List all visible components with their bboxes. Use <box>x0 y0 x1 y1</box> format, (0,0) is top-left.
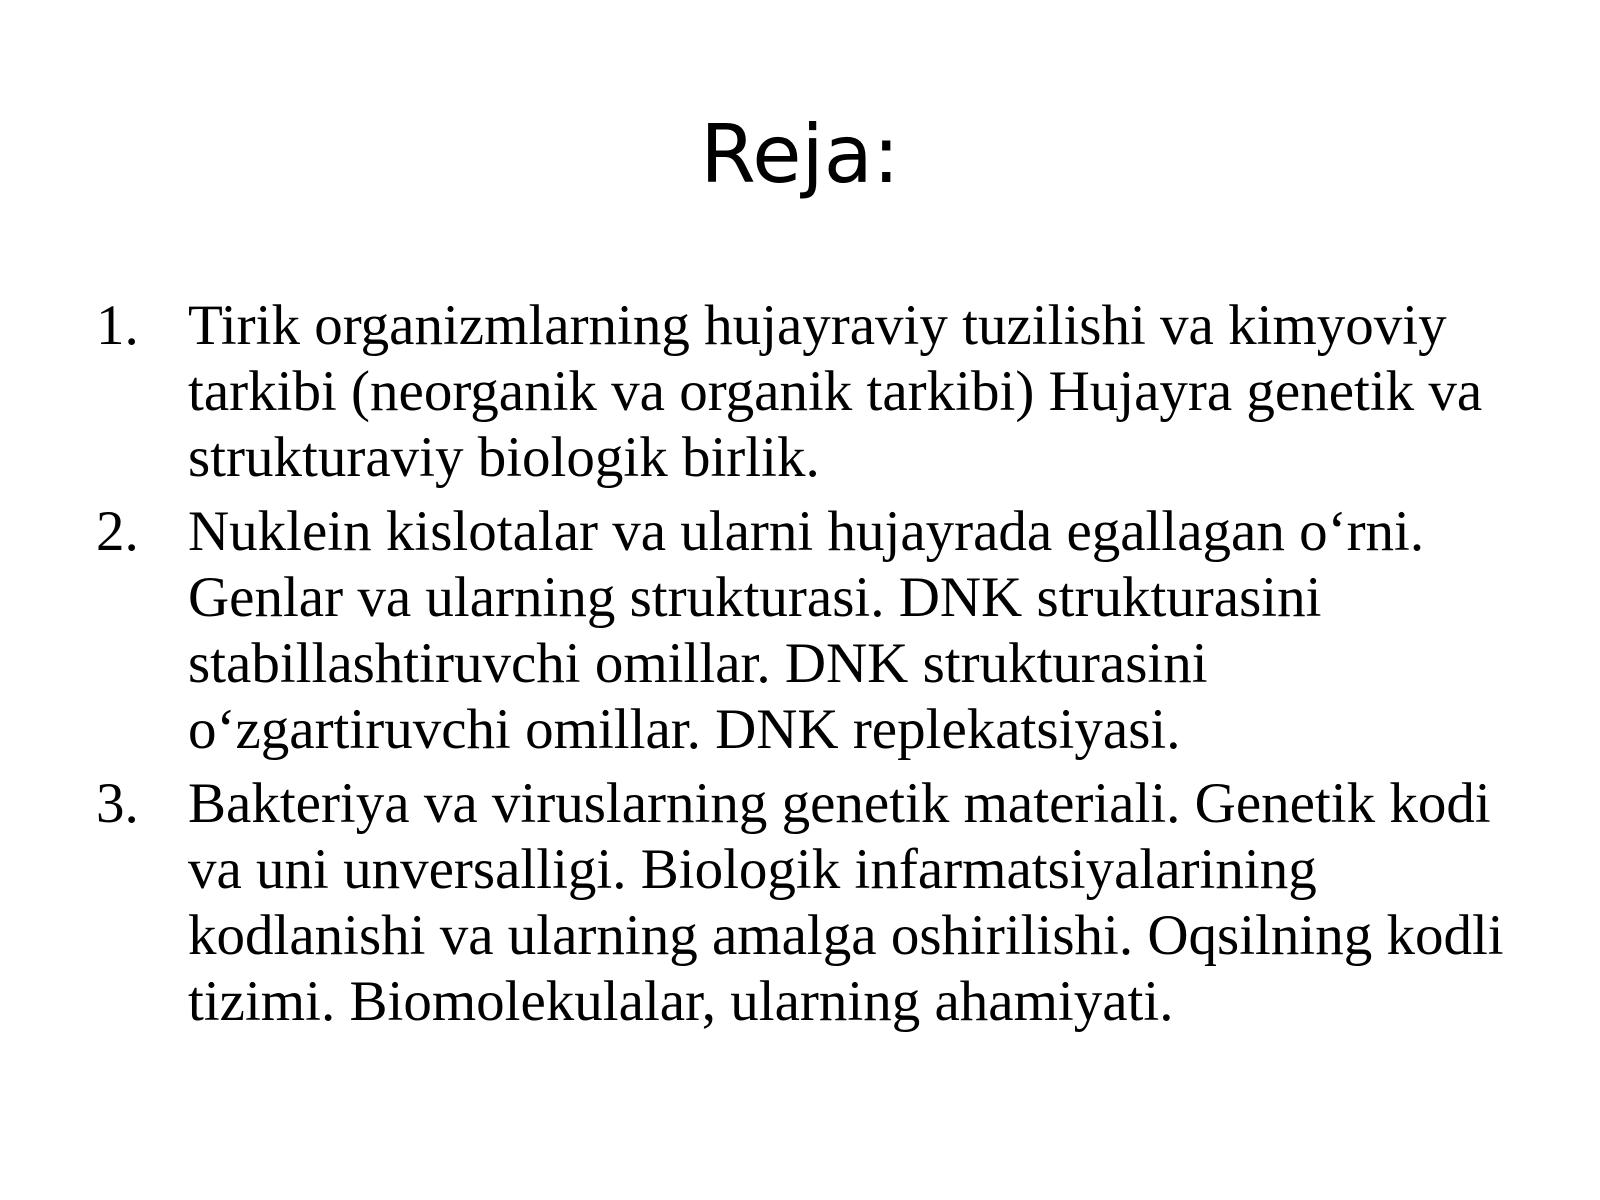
item-number: 3. <box>96 772 139 835</box>
slide-title: Reja: <box>700 108 900 201</box>
item-text: Tirik organizmlarning hujayraviy tuzilishi va kimyoviy tarkibi (neorganik va organik tarkibi) Hujayra genetik va strukturaviy biologik birlik. <box>188 294 1483 489</box>
item-text: Nuklein kislotalar va ularni hujayrada egallagan o‘rni. Genlar va ularning strukturasi. DNK strukturasini stabillashtiruvchi omillar. DNK strukturasini o‘zgartiruvchi omillar. DNK replekatsiyasi. <box>188 500 1425 761</box>
list-item <box>96 499 1516 763</box>
list-item <box>96 771 1516 1035</box>
item-number: 1. <box>96 294 139 357</box>
list-item <box>96 293 1516 491</box>
item-text: Bakteriya va viruslarning genetik materiali. Genetik kodi va uni unversalligi. Biologik infarmatsiyalarining kodlanishi va ularning amalga oshirilishi. Oqsilning kodli tizimi. Biomolekulalar, ularning ahamiyati. <box>188 772 1504 1033</box>
item-number: 2. <box>96 500 139 563</box>
plan-list <box>96 293 1516 1035</box>
